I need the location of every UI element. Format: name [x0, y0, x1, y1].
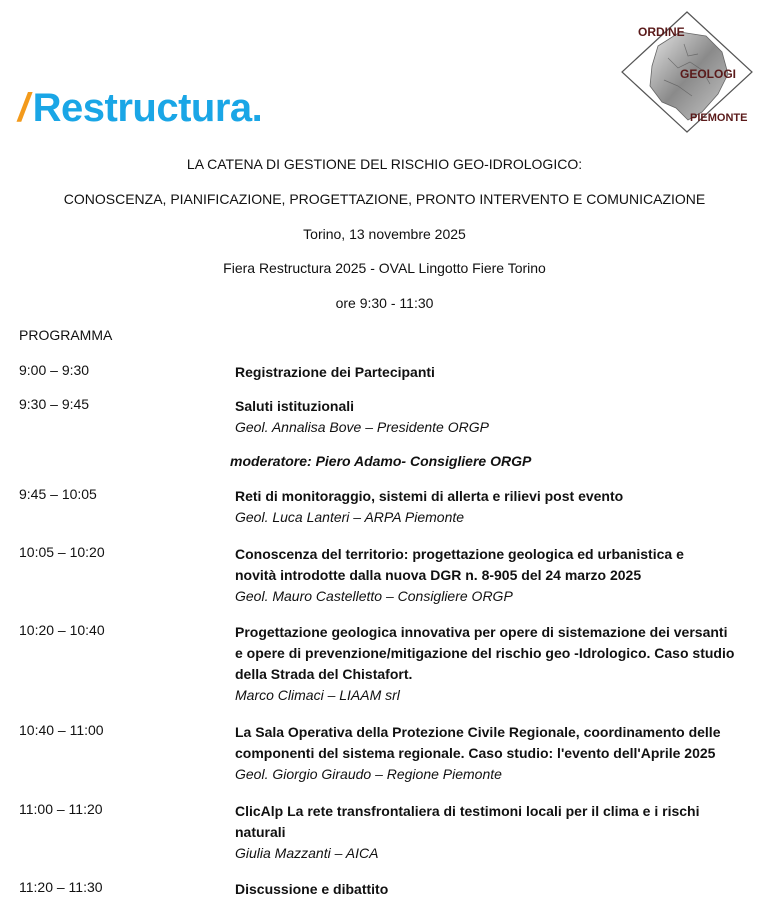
schedule-speaker: Geol. Giorgio Giraudo – Regione Piemonte: [235, 766, 502, 782]
slash-mark: /: [18, 86, 29, 130]
schedule-time: 9:00 – 9:30: [19, 362, 90, 378]
schedule-title: Registrazione dei Partecipanti: [235, 364, 435, 380]
restructura-logo: [18, 88, 262, 128]
schedule-speaker: Geol. Mauro Castelletto – Consigliere ORGP: [235, 588, 513, 604]
schedule-time: 9:30 – 9:45: [19, 396, 90, 412]
schedule-title: ClicAlp La rete transfrontaliera di testimoni locali per il clima e i rischi: [235, 803, 700, 819]
event-title-line1: LA CATENA DI GESTIONE DEL RISCHIO GEO-IDROLOGICO:: [186, 156, 583, 172]
event-time: ore 9:30 - 11:30: [335, 295, 434, 311]
schedule-title: e opere di prevenzione/mitigazione del rischio geo -Idrologico. Caso studio: [235, 645, 735, 661]
schedule-title: della Strada del Chistafort.: [235, 666, 413, 682]
logo-text-geologi: GEOLOGI: [680, 67, 737, 81]
schedule-title: Reti di monitoraggio, sistemi di allerta e rilievi post evento: [235, 488, 624, 504]
brand-name: Restructura.: [32, 86, 263, 130]
event-date: Torino, 13 novembre 2025: [303, 226, 466, 242]
schedule-title: Progettazione geologica innovativa per opere di sistemazione dei versanti: [235, 624, 728, 640]
schedule-time: 10:20 – 10:40: [19, 622, 105, 638]
schedule-time: 10:40 – 11:00: [19, 722, 104, 738]
schedule-time: 10:05 – 10:20: [19, 544, 105, 560]
schedule-time: 11:20 – 11:30: [19, 879, 103, 895]
event-title-line2: CONOSCENZA, PIANIFICAZIONE, PROGETTAZIONE, PRONTO INTERVENTO E COMUNICAZIONE: [63, 191, 706, 207]
schedule-title: Saluti istituzionali: [235, 398, 355, 414]
ordine-geologi-piemonte-logo: [618, 8, 756, 136]
schedule-title: Conoscenza del territorio: progettazione geologica ed urbanistica e: [235, 546, 684, 562]
schedule-title: componenti del sistema regionale. Caso studio: l'evento dell'Aprile 2025: [235, 745, 716, 761]
schedule-speaker: Geol. Annalisa Bove – Presidente ORGP: [235, 419, 489, 435]
schedule-title: novità introdotte dalla nuova DGR n. 8-905 del 24 marzo 2025: [235, 567, 642, 583]
schedule-speaker: Marco Climaci – LIAAM srl: [235, 687, 400, 703]
event-venue: Fiera Restructura 2025 - OVAL Lingotto Fiere Torino: [223, 260, 546, 276]
schedule-title: Discussione e dibattito: [235, 881, 389, 897]
schedule-time: 9:45 – 10:05: [19, 486, 97, 502]
programma-heading: PROGRAMMA: [19, 327, 113, 343]
schedule-speaker: Giulia Mazzanti – AICA: [235, 845, 379, 861]
logo-text-piemonte: PIEMONTE: [690, 112, 748, 124]
schedule-title: naturali: [235, 824, 286, 840]
schedule-title: La Sala Operativa della Protezione Civile Regionale, coordinamento delle: [235, 724, 721, 740]
logo-text-ordine: ORDINE: [638, 25, 685, 39]
moderator-note: moderatore: Piero Adamo- Consigliere ORGP: [230, 453, 532, 469]
schedule-time: 11:00 – 11:20: [19, 801, 103, 817]
schedule-speaker: Geol. Luca Lanteri – ARPA Piemonte: [235, 509, 465, 525]
